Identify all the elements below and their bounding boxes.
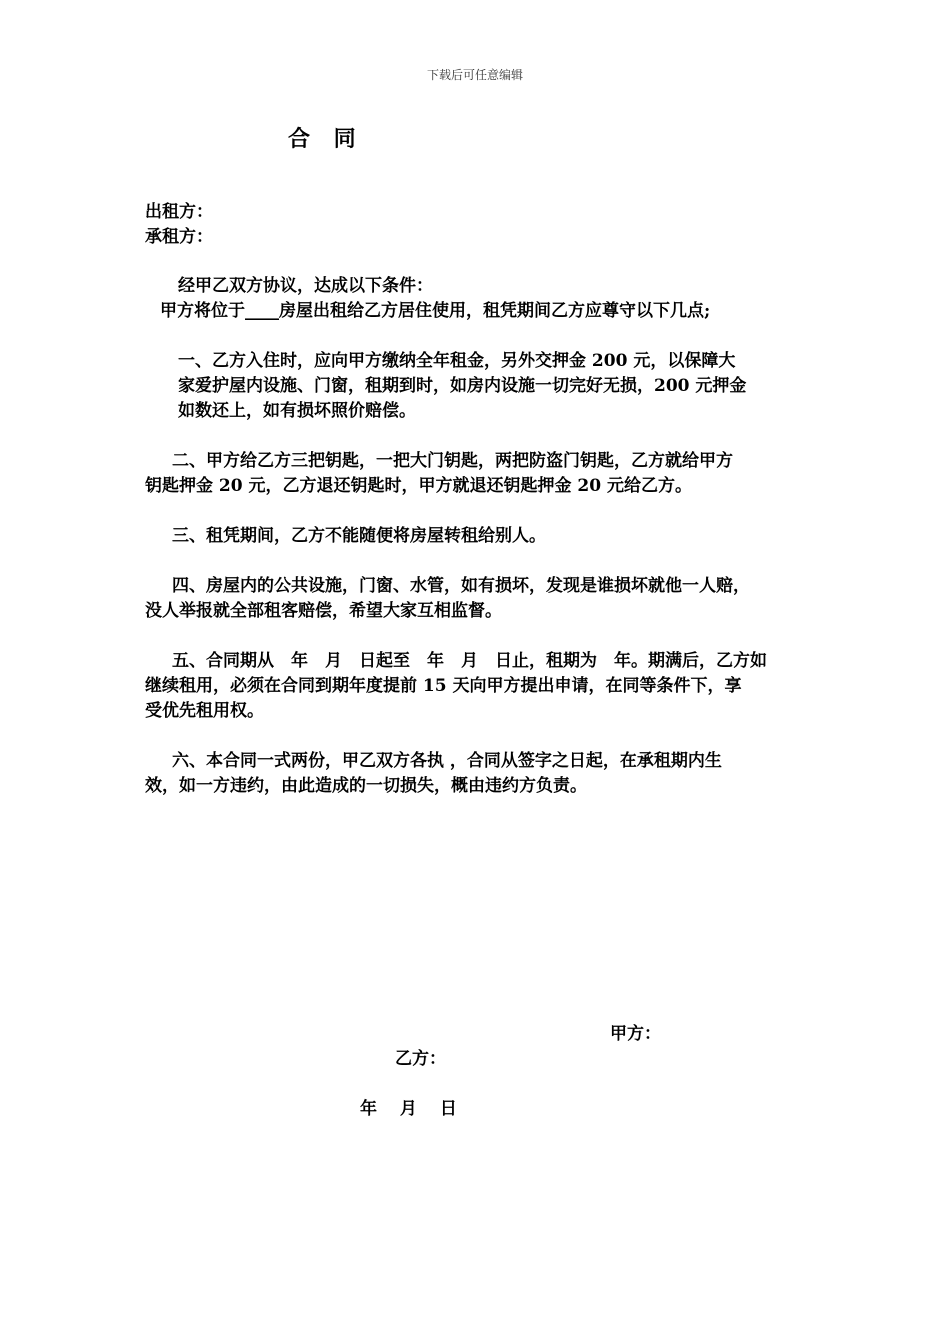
lessee-label: 承租方： xyxy=(145,227,213,247)
clause-4-line-2: 没人举报就全部租客赔偿，希望大家互相监督。 xyxy=(145,601,502,621)
clause-2-line-1: 二、甲方给乙方三把钥匙，一把大门钥匙，两把防盗门钥匙，乙方就给甲方 xyxy=(172,451,733,471)
signature-date: 年 月 日 xyxy=(360,1099,457,1119)
clause-1-line-1: 一、乙方入住时，应向甲方缴纳全年租金，另外交押金 200 元，以保障大 xyxy=(178,351,736,371)
clause-5-line-1: 五、合同期从 年 月 日起至 年 月 日止，租期为 年。期满后，乙方如 xyxy=(172,651,767,671)
clause-3-line-1: 三、租凭期间，乙方不能随便将房屋转租给别人。 xyxy=(172,526,546,546)
clause-5-line-2: 继续租用，必须在合同到期年度提前 15 天向甲方提出申请，在同等条件下，享 xyxy=(145,676,742,696)
intro-line: 经甲乙双方协议，达成以下条件： xyxy=(178,276,433,296)
clause-5-line-3: 受优先租用权。 xyxy=(145,701,264,721)
intro-line-2: 甲方将位于____房屋出租给乙方居住使用，租凭期间乙方应尊守以下几点; xyxy=(160,301,711,321)
clause-1-line-3: 如数还上，如有损坏照价赔偿。 xyxy=(178,401,416,421)
clause-1-line-2: 家爱护屋内设施、门窗，租期到时，如房内设施一切完好无损，200 元押金 xyxy=(178,376,747,396)
header-note: 下载后可任意编辑 xyxy=(426,68,523,82)
party-b-signature-label: 乙方： xyxy=(395,1049,446,1069)
clause-6-line-1: 六、本合同一式两份，甲乙双方各执 ，合同从签字之日起，在承租期内生 xyxy=(172,751,722,771)
lessor-label: 出租方： xyxy=(145,202,213,222)
clause-6-line-2: 效，如一方违约，由此造成的一切损失，概由违约方负责。 xyxy=(145,776,587,796)
clause-2-line-2: 钥匙押金 20 元，乙方退还钥匙时，甲方就退还钥匙押金 20 元给乙方。 xyxy=(145,476,692,496)
clause-4-line-1: 四、房屋内的公共设施，门窗、水管，如有损坏，发现是谁损坏就他一人赔， xyxy=(172,576,750,596)
document-title: 合 同 xyxy=(288,126,364,152)
party-a-signature-label: 甲方： xyxy=(610,1024,661,1044)
